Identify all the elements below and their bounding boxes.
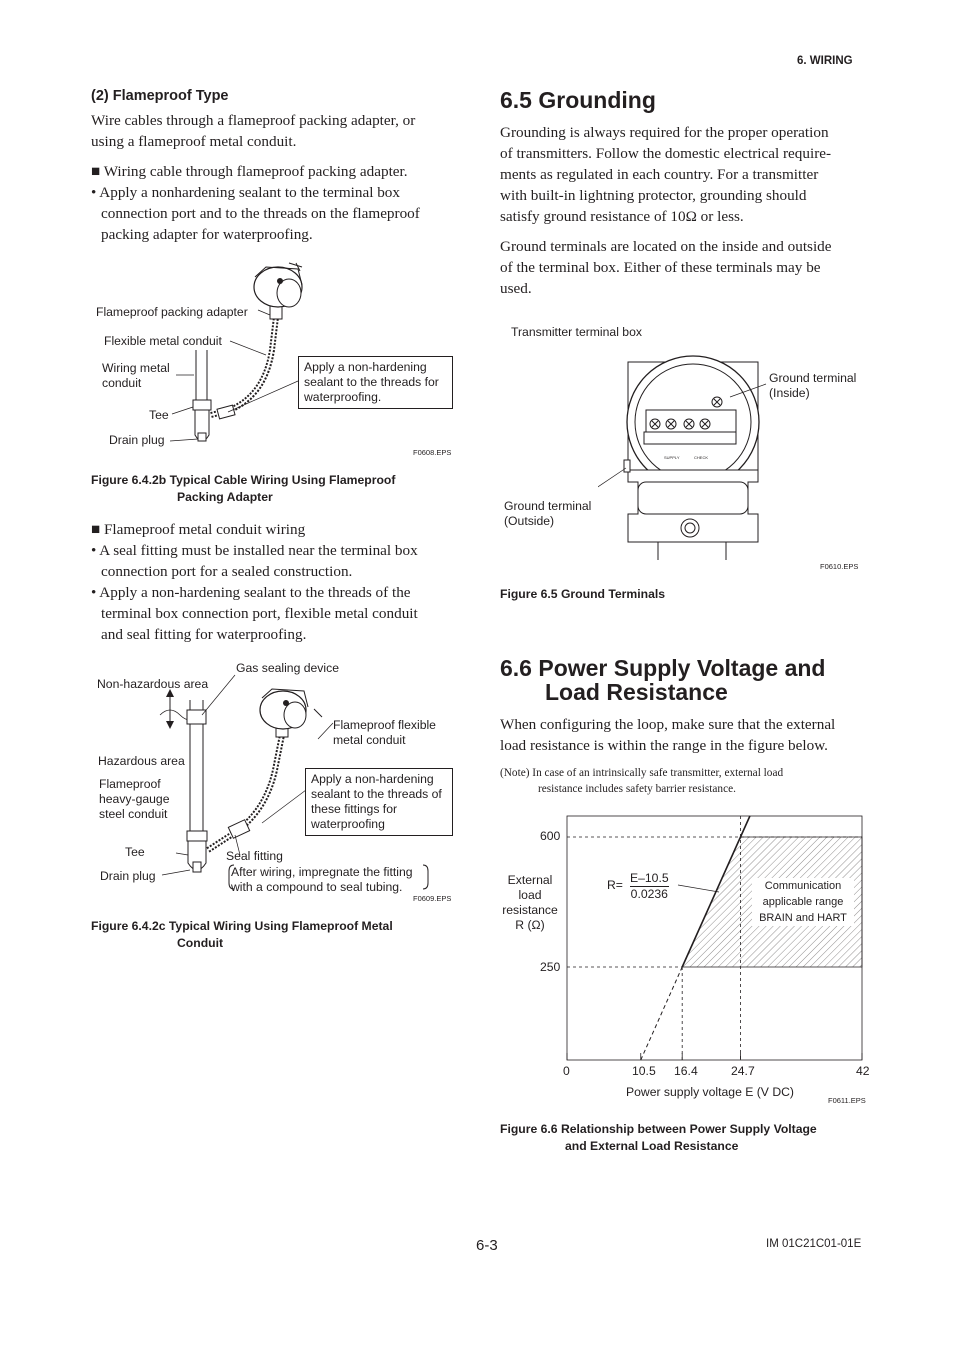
section-6-5-title: 6.5 Grounding: [500, 87, 656, 113]
grounding-paragraph-1: Grounding is always required for the proper operation of transmitters. Follow the domestic electrical require- ments as regulated in each country. For a transmitter with built-in lightning protector, grounding should satisfy ground resistance of 10Ω or less.: [500, 124, 832, 225]
label-wiring-conduit: Wiring metal conduit: [102, 361, 170, 390]
label-packing-adapter: Flameproof packing adapter: [96, 305, 248, 319]
conduit-section: ■ Flameproof metal conduit wiring • A seal fitting must be installed near the terminal box connection port for a sealed construction. • Apply a non-hardening sealant to the threads of the terminal box connection port, flexible metal conduit and seal fitting for waterproofing.: [91, 519, 461, 645]
label-tee-c: Tee: [125, 845, 145, 859]
label-gas-sealing: Gas sealing device: [236, 661, 339, 675]
label-steel-conduit: Flameproof heavy-gauge steel conduit: [99, 777, 170, 821]
load-resistance-chart: [495, 808, 875, 1108]
label-ground-inside: Ground terminal (Inside): [769, 371, 857, 400]
label-tee: Tee: [149, 408, 169, 422]
label-after-wiring: After wiring, impregnate the fitting with a compound to seal tubing.: [231, 865, 413, 894]
series-line-dashed: [641, 967, 682, 1060]
label-drain-plug: Drain plug: [109, 433, 165, 447]
figure-6-4-2b-caption: Figure 6.4.2b Typical Cable Wiring Using Flameproof Packing Adapter: [91, 473, 396, 504]
formula-fraction: E–10.5 0.0236: [630, 871, 669, 901]
supply-label: SUPPLY: [664, 455, 680, 460]
x-axis-label: Power supply voltage E (V DC): [626, 1085, 794, 1099]
document-id: IM 01C21C01-01E: [766, 1238, 862, 1250]
section-6-6-title: 6.6 Power Supply Voltage and Load Resistance: [500, 655, 826, 705]
x-tick-24-7: 24.7: [731, 1064, 755, 1078]
sealant-note-box: Apply a non-hardening sealant to the threads for waterproofing.: [298, 356, 453, 409]
label-terminal-box: Transmitter terminal box: [511, 325, 642, 339]
check-label: CHECK: [694, 455, 709, 460]
figure-6-4-2c-caption: Figure 6.4.2c Typical Wiring Using Flameproof Metal Conduit: [91, 919, 393, 950]
flameproof-intro: Wire cables through a flameproof packing adapter, or using a flameproof metal conduit.: [91, 112, 416, 150]
x-tick-10-5: 10.5: [632, 1064, 656, 1078]
formula-prefix: R=: [607, 878, 623, 892]
x-tick-42: 42: [856, 1064, 870, 1078]
file-ref-f0610: F0610.EPS: [820, 562, 859, 571]
y-axis-label: External load resistance R (Ω): [502, 873, 558, 932]
x-tick-0: 0: [563, 1064, 570, 1078]
label-hazardous: Hazardous area: [98, 754, 185, 768]
intrinsic-safety-note: (Note) In case of an intrinsically safe transmitter, external load resistance includes safety barrier resistance.: [500, 767, 784, 795]
label-drain-plug-c: Drain plug: [100, 869, 156, 883]
grounding-paragraph-2: Ground terminals are located on the inside and outside of the terminal box. Either of these terminals may be used.: [500, 238, 832, 297]
y-tick-600: 600: [540, 829, 561, 843]
communication-range-label: Communication applicable range BRAIN and HART: [752, 878, 854, 926]
formula-leader: [678, 885, 719, 892]
flameproof-heading: (2) Flameproof Type: [91, 88, 229, 104]
figure-6-5-caption: Figure 6.5 Ground Terminals: [500, 587, 666, 601]
label-flexible-metal-conduit: Flameproof flexible metal conduit: [333, 718, 436, 747]
adapter-heading: ■ Wiring cable through flameproof packing adapter.: [91, 163, 408, 180]
file-ref-f0611: F0611.EPS: [828, 1096, 866, 1105]
file-ref-f0609: F0609.EPS: [413, 894, 452, 903]
file-ref-f0608: F0608.EPS: [413, 448, 452, 457]
page-number: 6-3: [476, 1237, 498, 1254]
label-non-hazardous: Non-hazardous area: [97, 677, 209, 691]
power-paragraph: When configuring the loop, make sure that the external load resistance is within the range in the figure below.: [500, 716, 836, 754]
running-header: 6. WIRING: [797, 55, 853, 67]
figure-6-6-caption: Figure 6.6 Relationship between Power Supply Voltage and External Load Resistance: [500, 1122, 817, 1153]
y-tick-250: 250: [540, 960, 561, 974]
label-ground-outside: Ground terminal (Outside): [504, 499, 592, 528]
label-flexible-conduit: Flexible metal conduit: [104, 334, 222, 348]
label-seal-fitting: Seal fitting: [226, 849, 283, 863]
sealant-fittings-note-box: Apply a non-hardening sealant to the threads of these fittings for waterproofing: [305, 768, 453, 836]
x-tick-16-4: 16.4: [674, 1064, 698, 1078]
adapter-section: ■ Wiring cable through flameproof packing adapter. • Apply a nonhardening sealant to the terminal box connection port and to the threads on the flameproof packing adapter for waterproofing.: [91, 161, 461, 245]
conduit-heading: ■ Flameproof metal conduit wiring: [91, 521, 306, 538]
terminal-box-diagram: [598, 342, 788, 564]
